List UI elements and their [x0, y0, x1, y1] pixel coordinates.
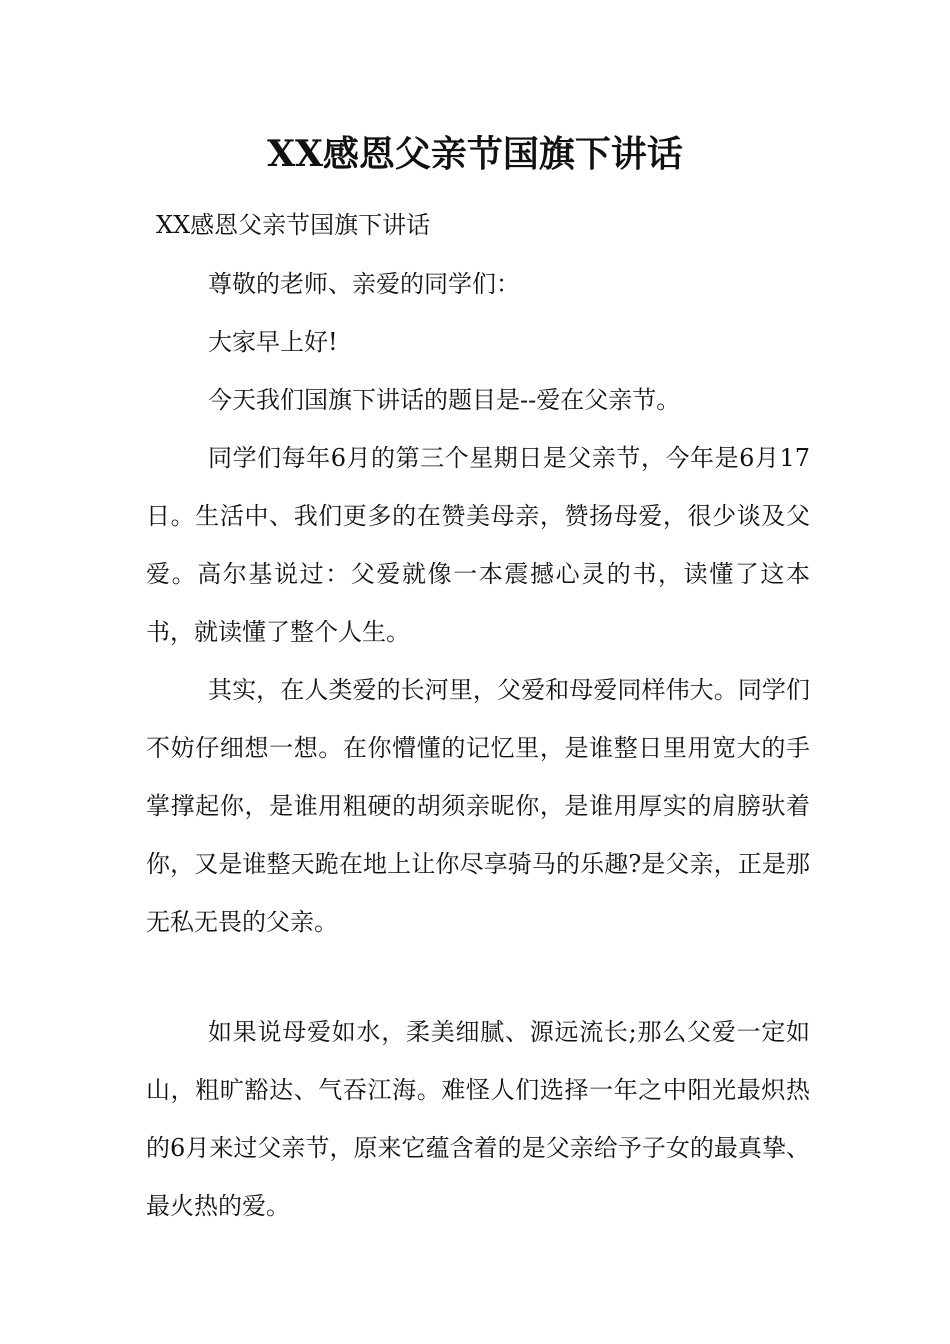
paragraph-hello: 大家早上好! — [208, 328, 338, 356]
document-title: XX感恩父亲节国旗下讲话 — [267, 133, 683, 175]
paragraph-topic: 今天我们国旗下讲话的题目是--爱在父亲节。 — [208, 386, 681, 414]
paragraph-greeting: 尊敬的老师、亲爱的同学们： — [208, 270, 520, 298]
document-subtitle: XX感恩父亲节国旗下讲话 — [156, 211, 431, 239]
paragraph-fathers-day-date: 同学们每年6月的第三个星期日是父亲节，今年是6月17日。生活中、我们更多的在赞美母亲，赞扬母爱，很少谈及父爱。高尔基说过：父爱就像一本震撼心灵的书，读懂了这本书，就读懂了整个人生。 — [146, 444, 810, 646]
paragraph-fatherly-love: 其实，在人类爱的长河里，父爱和母爱同样伟大。同学们不妨仔细想一想。在你懵懂的记忆里，是谁整日里用宽大的手掌撑起你，是谁用粗硬的胡须亲昵你，是谁用厚实的肩膀驮着你，又是谁整天跪在地上让你尽享骑马的乐趣?是父亲，正是那无私无畏的父亲。 — [146, 676, 810, 936]
paragraph-love-like-mountain: 如果说母爱如水，柔美细腻、源远流长;那么父爱一定如山，粗旷豁达、气吞江海。难怪人们选择一年之中阳光最炽热的6月来过父亲节，原来它蕴含着的是父亲给予子女的最真挚、最火热的爱。 — [146, 1018, 810, 1220]
